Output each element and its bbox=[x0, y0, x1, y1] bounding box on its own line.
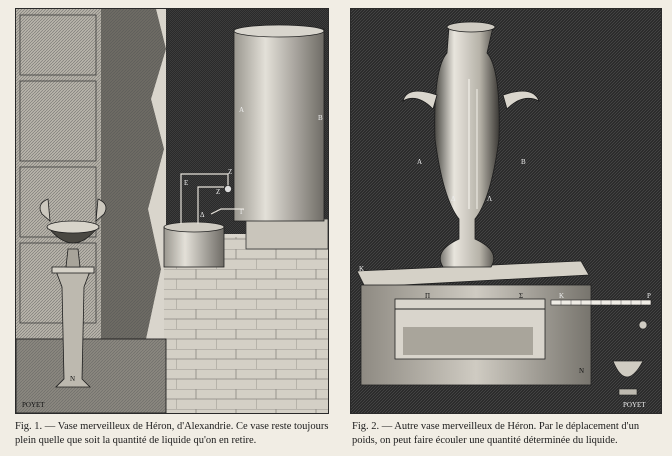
figure-2-signature: POYET bbox=[623, 401, 646, 409]
figure-2-caption-text: — Autre vase merveilleux de Héron. Par le déplacement d'un poids, on peut faire écouler une quantité déterminée du liquide. bbox=[352, 421, 640, 446]
figure-1-caption-text: — Vase merveilleux de Héron, d'Alexandrie. Ce vase reste toujours plein quelle que soit la quantité de liquide qu'on en retire. bbox=[15, 421, 329, 446]
label-lambda: Λ bbox=[487, 195, 493, 203]
label-pi: Π bbox=[425, 292, 431, 300]
figure-2-caption-label: Fig. 2. bbox=[352, 421, 380, 432]
figure-1-caption-label: Fig. 1. bbox=[15, 421, 43, 432]
label-gamma: Γ bbox=[240, 208, 245, 216]
figure-2-engraving bbox=[351, 9, 661, 413]
label-e: E bbox=[184, 179, 189, 187]
label-a: A bbox=[239, 106, 245, 114]
label-z1: Z bbox=[228, 168, 233, 176]
label-b: B bbox=[521, 158, 526, 166]
label-k1: K bbox=[359, 265, 365, 273]
figure-1-engraving bbox=[16, 9, 328, 413]
figure-2-illustration bbox=[350, 8, 662, 414]
label-p: P bbox=[647, 292, 651, 300]
label-delta: Δ bbox=[200, 211, 205, 219]
label-z2: Z bbox=[216, 188, 221, 196]
figure-1-signature: POYET bbox=[22, 401, 45, 409]
label-delta: Δ bbox=[451, 195, 456, 203]
label-n: N bbox=[579, 367, 585, 375]
label-n: N bbox=[70, 375, 76, 383]
label-b: B bbox=[318, 114, 323, 122]
figure-1-caption bbox=[15, 420, 333, 448]
label-k2: K bbox=[559, 292, 565, 300]
label-sigma: Σ bbox=[519, 292, 524, 300]
figure-2-caption bbox=[352, 420, 664, 448]
figure-1-illustration bbox=[15, 8, 329, 414]
label-a: A bbox=[417, 158, 423, 166]
